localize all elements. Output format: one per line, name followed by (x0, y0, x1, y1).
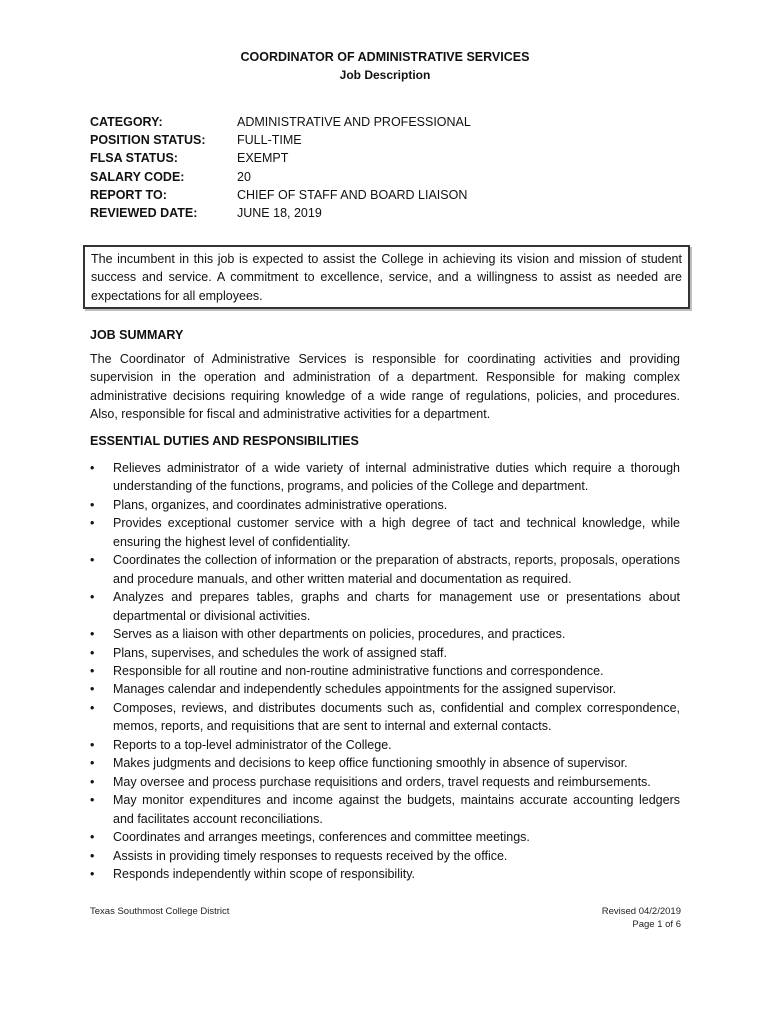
meta-row-position-status (90, 131, 471, 149)
bullet-icon: • (90, 700, 95, 715)
bullet-icon: • (90, 756, 95, 771)
bullet-icon: • (90, 682, 95, 697)
list-item-text: Responsible for all routine and non-routine administrative functions and correspondence. (113, 663, 604, 678)
list-item-text: Composes, reviews, and distributes documents such as, confidential and complex correspondence, memos, reports, and requisitions that are sent to internal and external contacts. (113, 700, 680, 734)
meta-value: FULL-TIME (237, 133, 302, 148)
position-details (90, 113, 471, 222)
list-item (90, 828, 680, 846)
footer-revised-date: Revised 04/2/2019 (601, 906, 681, 917)
meta-value: EXEMPT (237, 151, 289, 166)
meta-row-flsa-status (90, 149, 471, 167)
meta-row-salary-code (90, 168, 471, 186)
bullet-icon: • (90, 663, 95, 678)
footer-organization: Texas Southmost College District (90, 906, 230, 917)
bullet-icon: • (90, 516, 95, 531)
list-item-text: Coordinates the collection of information or the preparation of abstracts, reports, proposals, operations and procedure manuals, and other written material and documentation as required. (113, 553, 680, 586)
meta-label: REVIEWED DATE: (90, 206, 198, 221)
duties-heading: ESSENTIAL DUTIES AND RESPONSIBILITIES (90, 434, 359, 448)
list-item-text: Makes judgments and decisions to keep office functioning smoothly in absence of supervisor. (113, 756, 628, 771)
meta-value: 20 (237, 169, 251, 184)
bullet-icon: • (90, 553, 95, 568)
bullet-icon: • (90, 737, 95, 752)
list-item-text: Provides exceptional customer service with a high degree of tact and technical knowledge, while ensuring the highest level of confidentiality. (113, 516, 680, 549)
list-item (90, 791, 680, 828)
list-item (90, 514, 680, 551)
bullet-icon: • (90, 590, 95, 605)
job-summary-text: The Coordinator of Administrative Services is responsible for coordinating activities and providing supervision in the operation and administration of a department. Responsible for making complex administrative decisions requiring knowledge of a wide range of regulations, policies, and procedures. Also, responsible for fiscal and administrative activities for a department. (90, 352, 680, 422)
bullet-icon: • (90, 461, 95, 475)
job-summary-heading: JOB SUMMARY (90, 328, 184, 342)
list-item-text: Plans, organizes, and coordinates administrative operations. (113, 497, 448, 512)
bullet-icon: • (90, 848, 95, 863)
list-item (90, 865, 680, 883)
list-item (90, 736, 680, 754)
list-item-text: May monitor expenditures and income against the budgets, maintains accurate accounting ledgers and facilitates account reconciliations. (113, 793, 680, 826)
footer-revision-info (602, 905, 681, 931)
meta-label: CATEGORY: (90, 115, 163, 129)
meta-label: FLSA STATUS: (90, 151, 178, 166)
list-item (90, 773, 680, 791)
list-item-text: Serves as a liaison with other departments on policies, procedures, and practices. (113, 627, 566, 642)
document-header (0, 48, 770, 84)
meta-row-reviewed-date (90, 204, 471, 222)
list-item-text: Plans, supervises, and schedules the work of assigned staff. (113, 645, 447, 660)
meta-row-report-to (90, 186, 471, 204)
list-item (90, 625, 680, 643)
bullet-icon: • (90, 866, 95, 881)
list-item-text: Reports to a top-level administrator of the College. (113, 737, 392, 752)
list-item-text: Relieves administrator of a wide variety of internal administrative duties which require a thorough understanding of the functions, programs, and policies of the College and department. (113, 461, 680, 494)
bullet-icon: • (90, 793, 95, 808)
document-subtitle: Job Description (339, 68, 431, 82)
bullet-icon: • (90, 627, 95, 642)
meta-label: REPORT TO: (90, 187, 167, 202)
list-item (90, 680, 680, 698)
bullet-icon: • (90, 645, 95, 660)
meta-value: JUNE 18, 2019 (237, 206, 322, 221)
list-item-text: Analyzes and prepares tables, graphs and charts for management use or presentations about departmental or divisional activities. (113, 590, 680, 623)
list-item (90, 588, 680, 625)
meta-value: ADMINISTRATIVE AND PROFESSIONAL (237, 115, 471, 129)
meta-label: SALARY CODE: (90, 169, 185, 184)
list-item-text: Manages calendar and independently schedules appointments for the assigned supervisor. (113, 682, 617, 697)
list-item (90, 754, 680, 772)
list-item-text: Responds independently within scope of responsibility. (113, 866, 416, 881)
footer-page-number: Page 1 of 6 (632, 919, 681, 930)
list-item (90, 662, 680, 680)
list-item-text: May oversee and process purchase requisitions and orders, travel requests and reimbursements. (113, 774, 651, 789)
bullet-icon: • (90, 497, 95, 512)
list-item (90, 496, 680, 514)
list-item (90, 699, 680, 736)
list-item-text: Assists in providing timely responses to requests received by the office. (113, 848, 508, 863)
list-item (90, 847, 680, 865)
list-item (90, 459, 680, 496)
meta-label: POSITION STATUS: (90, 133, 206, 148)
bullet-icon: • (90, 830, 95, 845)
bullet-icon: • (90, 774, 95, 789)
meta-row-category (90, 113, 471, 131)
mission-statement-box: The incumbent in this job is expected to assist the College in achieving its vision and mission of student success and service. A commitment to excellence, service, and a willingness to assist as needed are expectations for all employees. (83, 245, 690, 309)
list-item (90, 551, 680, 588)
list-item (90, 644, 680, 662)
document-title: COORDINATOR OF ADMINISTRATIVE SERVICES (240, 50, 530, 64)
meta-value: CHIEF OF STAFF AND BOARD LIAISON (237, 187, 468, 202)
list-item-text: Coordinates and arranges meetings, conferences and committee meetings. (113, 830, 530, 845)
duties-list (90, 459, 680, 883)
